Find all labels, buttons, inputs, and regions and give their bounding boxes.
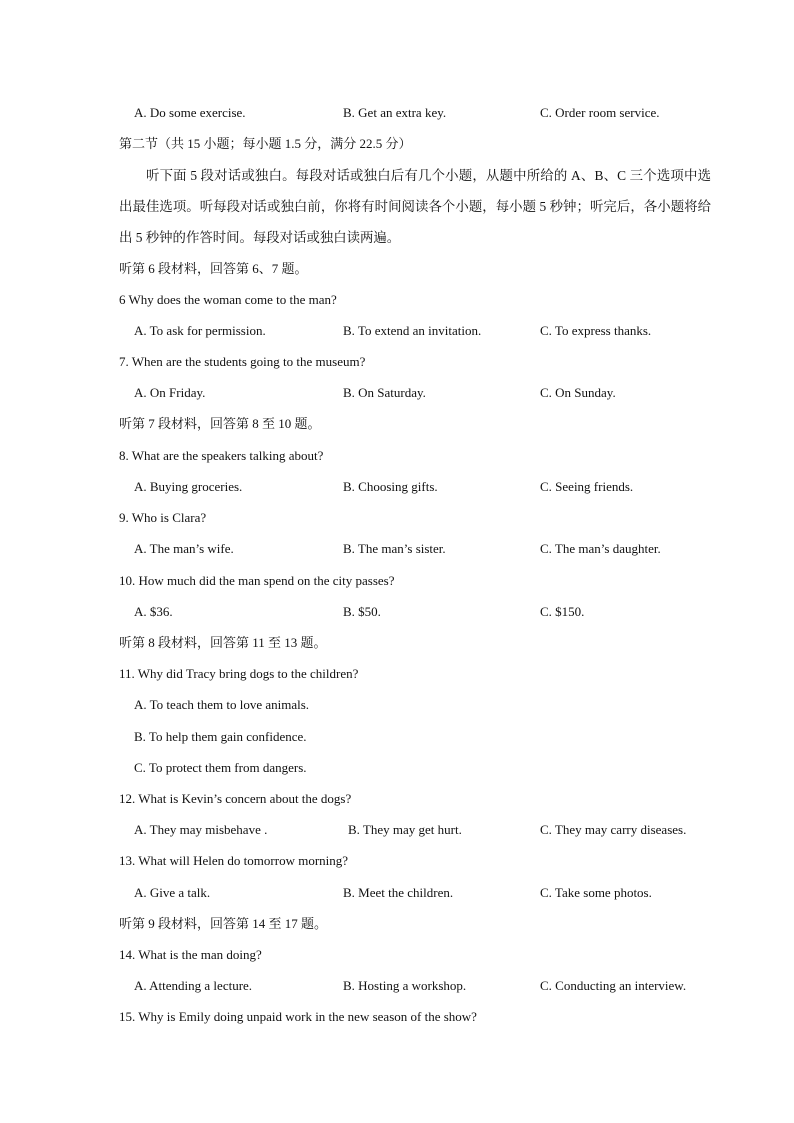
question-15-stem: 15. Why is Emily doing unpaid work in the new season of the show? xyxy=(119,1009,477,1024)
q13-option-c: C. Take some photos. xyxy=(540,885,652,900)
question-8-stem: 8. What are the speakers talking about? xyxy=(119,448,324,463)
q9-option-c: C. The man’s daughter. xyxy=(540,541,661,556)
question-13-stem: 13. What will Helen do tomorrow morning? xyxy=(119,853,349,868)
q7-option-c: C. On Sunday. xyxy=(540,385,616,400)
q8-option-b: B. Choosing gifts. xyxy=(343,479,438,494)
material-9-heading: 听第 9 段材料，回答第 14 至 17 题。 xyxy=(119,916,328,931)
q5-option-b: B. Get an extra key. xyxy=(343,105,447,120)
q13-option-b: B. Meet the children. xyxy=(343,885,454,900)
section2-instructions: 听下面 5 段对话或独白。每段对话或独白后有几个小题，从题中所给的 A、B、C 三个选项中选出最佳选项。听每段对话或独白前，你将有时间阅读各个小题，每小题 5 秒钟；听完后，各小题将给出 5 秒钟的作答时间。每段对话或独白读两遍。 xyxy=(119,168,711,245)
q9-option-a: A. The man’s wife. xyxy=(134,541,234,556)
q8-option-a: A. Buying groceries. xyxy=(134,479,243,494)
q5-option-c: C. Order room service. xyxy=(540,105,660,120)
section2-heading: 第二节（共 15 小题；每小题 1.5 分，满分 22.5 分） xyxy=(119,136,412,151)
q10-option-a: A. $36. xyxy=(134,604,173,619)
q6-option-b: B. To extend an invitation. xyxy=(343,323,482,338)
q13-option-a: A. Give a talk. xyxy=(134,885,211,900)
material-8-heading: 听第 8 段材料，回答第 11 至 13 题。 xyxy=(119,635,327,650)
question-7-stem: 7. When are the students going to the museum? xyxy=(119,354,366,369)
q12-option-a: A. They may misbehave . xyxy=(134,822,268,837)
q11-option-a: A. To teach them to love animals. xyxy=(134,697,310,712)
q10-option-c: C. $150. xyxy=(540,604,585,619)
question-10-stem: 10. How much did the man spend on the city passes? xyxy=(119,573,395,588)
material-6-heading: 听第 6 段材料，回答第 6、7 题。 xyxy=(119,261,308,276)
q8-option-c: C. Seeing friends. xyxy=(540,479,634,494)
q5-option-a: A. Do some exercise. xyxy=(134,105,246,120)
q14-option-b: B. Hosting a workshop. xyxy=(343,978,467,993)
question-11-stem: 11. Why did Tracy bring dogs to the children? xyxy=(119,666,359,681)
q11-option-c: C. To protect them from dangers. xyxy=(134,760,307,775)
q6-option-c: C. To express thanks. xyxy=(540,323,652,338)
q7-option-a: A. On Friday. xyxy=(134,385,206,400)
q10-option-b: B. $50. xyxy=(343,604,381,619)
question-6-stem: 6 Why does the woman come to the man? xyxy=(119,292,337,307)
q14-option-a: A. Attending a lecture. xyxy=(134,978,253,993)
q12-option-b: B. They may get hurt. xyxy=(348,822,462,837)
question-14-stem: 14. What is the man doing? xyxy=(119,947,262,962)
q11-option-b: B. To help them gain confidence. xyxy=(134,729,307,744)
q6-option-a: A. To ask for permission. xyxy=(134,323,266,338)
q14-option-c: C. Conducting an interview. xyxy=(540,978,687,993)
q12-option-c: C. They may carry diseases. xyxy=(540,822,687,837)
question-12-stem: 12. What is Kevin’s concern about the dogs? xyxy=(119,791,352,806)
q7-option-b: B. On Saturday. xyxy=(343,385,426,400)
question-9-stem: 9. Who is Clara? xyxy=(119,510,207,525)
material-7-heading: 听第 7 段材料，回答第 8 至 10 题。 xyxy=(119,416,321,431)
q9-option-b: B. The man’s sister. xyxy=(343,541,446,556)
